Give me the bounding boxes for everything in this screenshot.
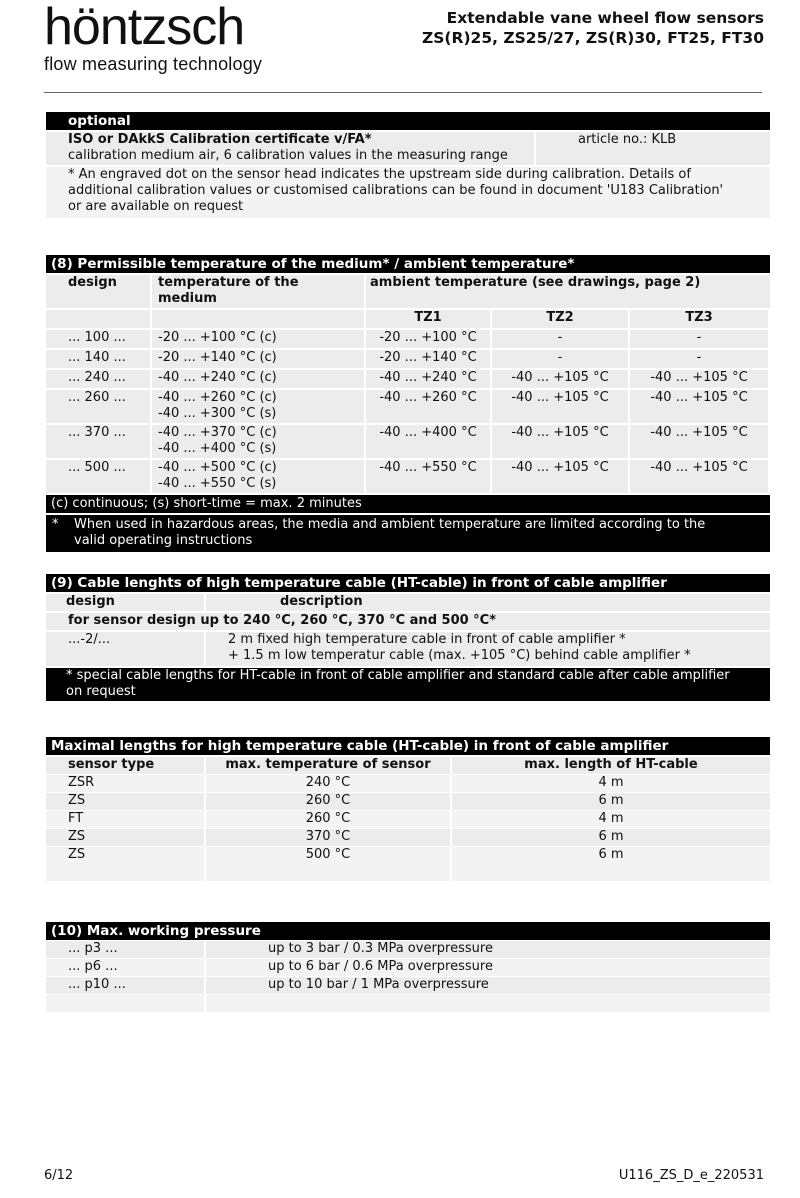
row-temp: 500 °C [206,847,450,881]
row-medium-line: -40 ... +400 °C (s) [158,441,277,456]
row-tz1: -40 ... +260 °C [366,390,490,423]
row-temp: 260 °C [206,811,450,828]
title-line-2: ZS(R)25, ZS25/27, ZS(R)30, FT25, FT30 [422,29,764,47]
row-medium [152,460,364,493]
row-medium [152,390,364,423]
cert-cell [46,132,534,165]
row-type: FT [46,811,204,828]
row-temp: 370 °C [206,829,450,846]
calibration-note [46,167,770,218]
temperature-legend: (c) continuous; (s) short-time = max. 2 minutes [46,495,770,513]
cable-note [46,668,770,701]
row-temp: 240 °C [206,775,450,792]
pressure-value: up to 10 bar / 1 MPa overpressure [206,977,770,994]
temperature-header-ambient: ambient temperature (see drawings, page 2) [366,275,770,308]
row-tz1: -40 ... +400 °C [366,425,490,458]
row-design: ... 370 ... [46,425,150,458]
row-tz3: -40 ... +105 °C [630,460,768,493]
pressure-blank [46,995,204,1012]
row-tz1: -20 ... +140 °C [366,350,490,368]
row-medium-line: -40 ... +300 °C (s) [158,406,277,421]
row-medium-line: -40 ... +500 °C (c) [158,460,277,475]
table-row [46,995,770,1012]
row-tz1: -40 ... +240 °C [366,370,490,388]
cable-note-line: on request [66,684,136,699]
calibration-note-line: additional calibration values or customised calibrations can be found in document 'U183 Calibration' [68,183,724,198]
table-row [46,775,770,792]
logo-tagline: flow measuring technology [44,54,263,74]
calibration-note-line: or are available on request [68,199,244,214]
article-cell [536,132,770,165]
row-design: ... 260 ... [46,390,150,423]
row-medium: -20 ... +140 °C (c) [152,350,364,368]
temperature-blank-cell [152,310,364,328]
row-medium: -20 ... +100 °C (c) [152,330,364,348]
temperature-blank-cell [46,310,150,328]
row-tz3: -40 ... +105 °C [630,390,768,423]
temperature-section [46,255,770,552]
row-tz2: -40 ... +105 °C [492,370,628,388]
maxlen-header-length: max. length of HT-cable [452,757,770,774]
row-tz3: -40 ... +105 °C [630,370,768,388]
note-asterisk: * [52,517,59,532]
note-line: When used in hazardous areas, the media and ambient temperature are limited according to the [74,517,706,532]
row-tz3: - [630,330,768,348]
table-row [46,829,770,846]
header-divider [44,92,762,93]
row-tz3: - [630,350,768,368]
row-design: ... 240 ... [46,370,150,388]
maxlen-header-type: sensor type [46,757,204,774]
header-medium-line: medium [158,291,217,306]
row-temp: 260 °C [206,793,450,810]
cable-description [206,632,770,666]
pressure-code: ... p10 ... [46,977,204,994]
cable-header-description: description [206,594,770,611]
cable-section [46,574,770,701]
cable-header-design: design [46,594,204,611]
pressure-blank [206,995,770,1012]
table-row [46,330,770,348]
row-medium-line: -40 ... +260 °C (c) [158,390,277,405]
cable-description-line: + 1.5 m low temperatur cable (max. +105 °C) behind cable amplifier * [228,648,691,663]
cert-description: calibration medium air, 6 calibration values in the measuring range [68,148,508,163]
row-tz3: -40 ... +105 °C [630,425,768,458]
page-number: 6/12 [44,1168,74,1183]
row-type: ZS [46,847,204,881]
table-row [46,941,770,958]
cable-design: ...-2/... [46,632,204,666]
maxlen-section [46,737,770,881]
tz2-header: TZ2 [492,310,628,328]
table-row [46,370,770,388]
optional-section [46,112,770,218]
table-row [46,350,770,368]
maxlen-bar: Maximal lengths for high temperature cable (HT-cable) in front of cable amplifier [46,737,770,755]
row-design: ... 100 ... [46,330,150,348]
row-medium-line: -40 ... +370 °C (c) [158,425,277,440]
row-length: 4 m [452,775,770,792]
table-row [46,959,770,976]
row-medium [152,425,364,458]
maxlen-header-temp: max. temperature of sensor [206,757,450,774]
temperature-note [46,515,770,552]
table-row [46,977,770,994]
pressure-code: ... p3 ... [46,941,204,958]
row-medium: -40 ... +240 °C (c) [152,370,364,388]
company-logo [44,2,262,75]
row-tz2: - [492,350,628,368]
row-length: 6 m [452,847,770,881]
calibration-note-line: * An engraved dot on the sensor head indicates the upstream side during calibration. Details of [68,167,691,182]
document-title [422,8,764,48]
row-type: ZS [46,793,204,810]
logo-wordmark: höntzsch [44,0,245,56]
table-row [46,793,770,810]
row-medium-line: -40 ... +550 °C (s) [158,476,277,491]
pressure-section [46,922,770,1012]
optional-bar: optional [46,112,770,130]
table-row [46,390,770,423]
row-tz1: -20 ... +100 °C [366,330,490,348]
row-type: ZS [46,829,204,846]
cable-subheader: for sensor design up to 240 °C, 260 °C, 370 °C and 500 °C* [46,613,770,630]
row-length: 6 m [452,829,770,846]
temperature-bar: (8) Permissible temperature of the medium* / ambient temperature* [46,255,770,273]
cable-note-line: * special cable lengths for HT-cable in front of cable amplifier and standard cable after cable amplifier [66,668,730,683]
table-row [46,811,770,828]
note-text [74,517,705,552]
note-line: valid operating instructions [74,533,253,548]
pressure-value: up to 6 bar / 0.6 MPa overpressure [206,959,770,976]
pressure-code: ... p6 ... [46,959,204,976]
row-tz2: - [492,330,628,348]
pressure-bar: (10) Max. working pressure [46,922,770,940]
tz3-header: TZ3 [630,310,768,328]
temperature-header-medium [152,275,364,308]
pressure-value: up to 3 bar / 0.3 MPa overpressure [206,941,770,958]
tz1-header: TZ1 [366,310,490,328]
table-row [46,425,770,458]
row-type: ZSR [46,775,204,792]
document-code: U116_ZS_D_e_220531 [618,1168,764,1183]
cert-title: ISO or DAkkS Calibration certificate v/FA* [68,132,372,147]
row-tz1: -40 ... +550 °C [366,460,490,493]
header-medium-line: temperature of the [158,275,299,290]
row-tz2: -40 ... +105 °C [492,425,628,458]
row-design: ... 140 ... [46,350,150,368]
row-design: ... 500 ... [46,460,150,493]
row-tz2: -40 ... +105 °C [492,390,628,423]
table-row [46,847,770,881]
cable-bar: (9) Cable lenghts of high temperature cable (HT-cable) in front of cable amplifier [46,574,770,592]
table-row [46,460,770,493]
row-length: 6 m [452,793,770,810]
row-length: 4 m [452,811,770,828]
title-line-1: Extendable vane wheel flow sensors [446,9,764,27]
row-tz2: -40 ... +105 °C [492,460,628,493]
temperature-header-design: design [46,275,150,308]
cable-description-line: 2 m fixed high temperature cable in front of cable amplifier * [228,632,626,647]
article-number: article no.: KLB [578,132,677,147]
